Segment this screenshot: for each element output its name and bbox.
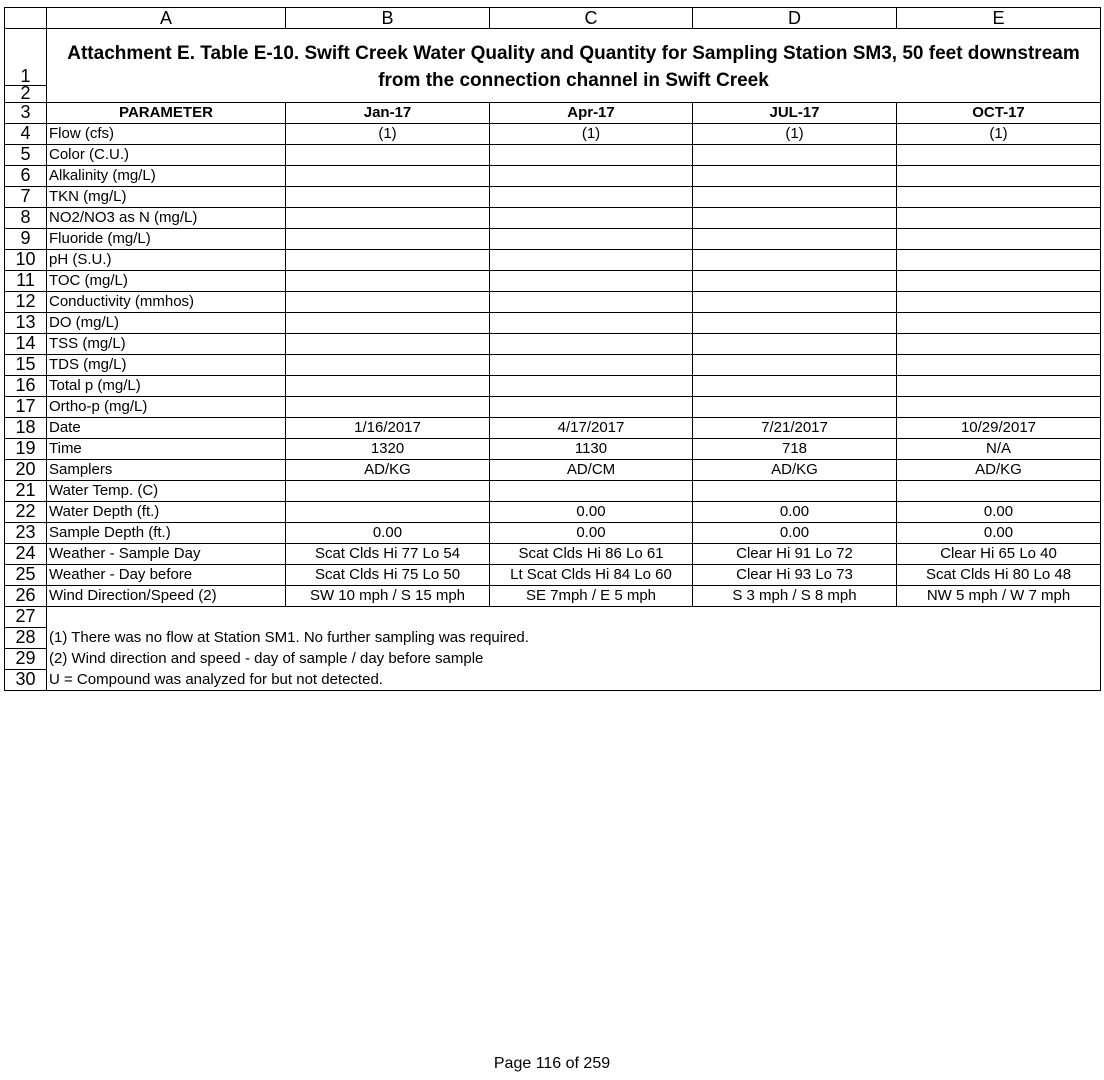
title-row-1 — [5, 29, 1101, 86]
header-cell-e[interactable]: OCT-17 — [897, 103, 1101, 124]
row-number[interactable]: 19 — [5, 439, 47, 460]
row-number[interactable]: 26 — [5, 586, 47, 607]
column-header-c[interactable]: C — [490, 8, 693, 29]
value-cell-b[interactable] — [286, 166, 490, 187]
row-number[interactable]: 20 — [5, 460, 47, 481]
parameter-label-cell[interactable]: Water Temp. (C) — [47, 481, 286, 502]
value-cell-c[interactable] — [490, 376, 693, 397]
row-number[interactable]: 10 — [5, 250, 47, 271]
value-cell-d[interactable] — [693, 313, 897, 334]
value-cell-c[interactable]: Scat Clds Hi 86 Lo 61 — [490, 544, 693, 565]
value-cell-e[interactable] — [897, 145, 1101, 166]
row-number[interactable]: 30 — [5, 670, 47, 691]
value-cell-c[interactable] — [490, 208, 693, 229]
parameter-label-cell[interactable]: Color (C.U.) — [47, 145, 286, 166]
value-cell-d[interactable] — [693, 250, 897, 271]
value-cell-e[interactable] — [897, 313, 1101, 334]
table-row — [5, 523, 1101, 544]
value-cell-d[interactable]: 0.00 — [693, 502, 897, 523]
table-row — [5, 187, 1101, 208]
value-cell-b[interactable] — [286, 271, 490, 292]
row-number[interactable]: 11 — [5, 271, 47, 292]
value-cell-b[interactable] — [286, 334, 490, 355]
value-cell-c[interactable]: Lt Scat Clds Hi 84 Lo 60 — [490, 565, 693, 586]
row-number[interactable]: 7 — [5, 187, 47, 208]
table-row — [5, 460, 1101, 481]
value-cell-e[interactable]: (1) — [897, 124, 1101, 145]
row-number[interactable]: 9 — [5, 229, 47, 250]
value-cell-c[interactable]: AD/CM — [490, 460, 693, 481]
table-row — [5, 271, 1101, 292]
note-row — [5, 670, 1101, 691]
table-row — [5, 397, 1101, 418]
table-row — [5, 313, 1101, 334]
value-cell-b[interactable]: AD/KG — [286, 460, 490, 481]
value-cell-e[interactable] — [897, 229, 1101, 250]
value-cell-b[interactable]: 1320 — [286, 439, 490, 460]
value-cell-c[interactable] — [490, 271, 693, 292]
note-row — [5, 628, 1101, 649]
value-cell-e[interactable] — [897, 334, 1101, 355]
table-body — [5, 8, 1101, 691]
value-cell-e[interactable] — [897, 481, 1101, 502]
row-number[interactable]: 8 — [5, 208, 47, 229]
parameter-label-cell[interactable]: Date — [47, 418, 286, 439]
row-number[interactable]: 14 — [5, 334, 47, 355]
note-text[interactable] — [47, 607, 1101, 628]
value-cell-d[interactable]: 7/21/2017 — [693, 418, 897, 439]
value-cell-c[interactable]: 0.00 — [490, 523, 693, 544]
parameter-label-cell[interactable]: Flow (cfs) — [47, 124, 286, 145]
row-number-2[interactable]: 2 — [5, 86, 47, 103]
parameter-label-cell[interactable]: NO2/NO3 as N (mg/L) — [47, 208, 286, 229]
value-cell-c[interactable] — [490, 481, 693, 502]
value-cell-b[interactable]: Scat Clds Hi 75 Lo 50 — [286, 565, 490, 586]
table-row — [5, 586, 1101, 607]
value-cell-c[interactable] — [490, 313, 693, 334]
note-row — [5, 649, 1101, 670]
value-cell-d[interactable] — [693, 187, 897, 208]
table-title[interactable]: Attachment E. Table E-10. Swift Creek Water Quality and Quantity for Sampling Station SM3, 50 feet downstream from the connection channel in Swift Creek — [47, 29, 1101, 103]
row-number[interactable]: 17 — [5, 397, 47, 418]
value-cell-e[interactable] — [897, 250, 1101, 271]
value-cell-e[interactable]: AD/KG — [897, 460, 1101, 481]
row-number[interactable]: 3 — [5, 103, 47, 124]
value-cell-e[interactable]: NW 5 mph / W 7 mph — [897, 586, 1101, 607]
value-cell-d[interactable] — [693, 292, 897, 313]
value-cell-e[interactable] — [897, 376, 1101, 397]
row-number[interactable]: 23 — [5, 523, 47, 544]
value-cell-b[interactable] — [286, 376, 490, 397]
note-text[interactable]: (1) There was no flow at Station SM1. No further sampling was required. — [47, 628, 1101, 649]
value-cell-e[interactable] — [897, 292, 1101, 313]
row-number[interactable]: 21 — [5, 481, 47, 502]
value-cell-b[interactable] — [286, 208, 490, 229]
value-cell-e[interactable] — [897, 397, 1101, 418]
table-row — [5, 334, 1101, 355]
parameter-header-row — [5, 103, 1101, 124]
parameter-label-cell[interactable]: Total p (mg/L) — [47, 376, 286, 397]
parameter-label-cell[interactable]: DO (mg/L) — [47, 313, 286, 334]
row-number-1[interactable]: 1 — [5, 29, 47, 86]
value-cell-d[interactable]: Clear Hi 93 Lo 73 — [693, 565, 897, 586]
row-number[interactable]: 29 — [5, 649, 47, 670]
note-row — [5, 607, 1101, 628]
value-cell-e[interactable] — [897, 187, 1101, 208]
value-cell-e[interactable]: 0.00 — [897, 523, 1101, 544]
table-row — [5, 376, 1101, 397]
value-cell-b[interactable]: (1) — [286, 124, 490, 145]
value-cell-c[interactable]: 0.00 — [490, 502, 693, 523]
table-row — [5, 418, 1101, 439]
value-cell-b[interactable] — [286, 397, 490, 418]
parameter-label-cell[interactable]: Ortho-p (mg/L) — [47, 397, 286, 418]
value-cell-b[interactable]: SW 10 mph / S 15 mph — [286, 586, 490, 607]
value-cell-d[interactable] — [693, 208, 897, 229]
value-cell-b[interactable] — [286, 250, 490, 271]
value-cell-e[interactable] — [897, 271, 1101, 292]
row-number[interactable]: 24 — [5, 544, 47, 565]
value-cell-d[interactable] — [693, 166, 897, 187]
row-number[interactable]: 5 — [5, 145, 47, 166]
row-number[interactable]: 18 — [5, 418, 47, 439]
value-cell-c[interactable] — [490, 292, 693, 313]
row-number[interactable]: 15 — [5, 355, 47, 376]
value-cell-e[interactable] — [897, 355, 1101, 376]
table-row — [5, 439, 1101, 460]
value-cell-d[interactable] — [693, 397, 897, 418]
row-number[interactable]: 13 — [5, 313, 47, 334]
parameter-label-cell[interactable]: Water Depth (ft.) — [47, 502, 286, 523]
parameter-label-cell[interactable]: Samplers — [47, 460, 286, 481]
page-footer: Page 116 of 259 — [493, 1055, 611, 1072]
row-number[interactable]: 28 — [5, 628, 47, 649]
column-header-e[interactable]: E — [897, 8, 1101, 29]
value-cell-c[interactable] — [490, 397, 693, 418]
value-cell-b[interactable] — [286, 187, 490, 208]
table-row — [5, 544, 1101, 565]
value-cell-d[interactable]: 718 — [693, 439, 897, 460]
parameter-label-cell[interactable]: Time — [47, 439, 286, 460]
value-cell-d[interactable]: (1) — [693, 124, 897, 145]
header-cell-c[interactable]: Apr-17 — [490, 103, 693, 124]
row-number[interactable]: 4 — [5, 124, 47, 145]
value-cell-e[interactable]: N/A — [897, 439, 1101, 460]
row-number[interactable]: 16 — [5, 376, 47, 397]
value-cell-b[interactable] — [286, 481, 490, 502]
value-cell-c[interactable] — [490, 229, 693, 250]
value-cell-c[interactable] — [490, 166, 693, 187]
value-cell-c[interactable] — [490, 145, 693, 166]
value-cell-c[interactable] — [490, 187, 693, 208]
row-number[interactable]: 12 — [5, 292, 47, 313]
value-cell-d[interactable] — [693, 334, 897, 355]
value-cell-b[interactable]: 0.00 — [286, 523, 490, 544]
value-cell-d[interactable] — [693, 481, 897, 502]
table-row — [5, 292, 1101, 313]
value-cell-e[interactable]: Scat Clds Hi 80 Lo 48 — [897, 565, 1101, 586]
table-row — [5, 208, 1101, 229]
value-cell-c[interactable] — [490, 355, 693, 376]
value-cell-d[interactable] — [693, 271, 897, 292]
value-cell-e[interactable] — [897, 208, 1101, 229]
row-number[interactable]: 25 — [5, 565, 47, 586]
value-cell-b[interactable] — [286, 355, 490, 376]
value-cell-b[interactable] — [286, 292, 490, 313]
value-cell-c[interactable]: SE 7mph / E 5 mph — [490, 586, 693, 607]
value-cell-d[interactable]: S 3 mph / S 8 mph — [693, 586, 897, 607]
column-header-b[interactable]: B — [286, 8, 490, 29]
value-cell-d[interactable]: AD/KG — [693, 460, 897, 481]
column-header-row — [5, 8, 1101, 29]
value-cell-d[interactable] — [693, 376, 897, 397]
parameter-label-cell[interactable]: Weather - Sample Day — [47, 544, 286, 565]
parameter-label-cell[interactable]: TSS (mg/L) — [47, 334, 286, 355]
table-row — [5, 481, 1101, 502]
spreadsheet-table — [4, 7, 1101, 691]
header-cell-b[interactable]: Jan-17 — [286, 103, 490, 124]
value-cell-b[interactable]: Scat Clds Hi 77 Lo 54 — [286, 544, 490, 565]
header-cell-d[interactable]: JUL-17 — [693, 103, 897, 124]
value-cell-e[interactable] — [897, 166, 1101, 187]
corner-cell[interactable] — [5, 8, 47, 29]
value-cell-b[interactable] — [286, 229, 490, 250]
parameter-label-cell[interactable]: Conductivity (mmhos) — [47, 292, 286, 313]
value-cell-d[interactable] — [693, 229, 897, 250]
column-header-a[interactable]: A — [47, 8, 286, 29]
parameter-label-cell[interactable]: TKN (mg/L) — [47, 187, 286, 208]
value-cell-c[interactable]: (1) — [490, 124, 693, 145]
value-cell-d[interactable] — [693, 145, 897, 166]
parameter-label-cell[interactable]: pH (S.U.) — [47, 250, 286, 271]
value-cell-e[interactable]: 0.00 — [897, 502, 1101, 523]
note-text[interactable]: (2) Wind direction and speed - day of sample / day before sample — [47, 649, 1101, 670]
row-number[interactable]: 6 — [5, 166, 47, 187]
row-number[interactable]: 27 — [5, 607, 47, 628]
value-cell-e[interactable]: 10/29/2017 — [897, 418, 1101, 439]
header-cell-parameter[interactable]: PARAMETER — [47, 103, 286, 124]
table-row — [5, 250, 1101, 271]
table-row — [5, 355, 1101, 376]
value-cell-b[interactable] — [286, 313, 490, 334]
value-cell-d[interactable]: Clear Hi 91 Lo 72 — [693, 544, 897, 565]
parameter-label-cell[interactable]: TDS (mg/L) — [47, 355, 286, 376]
value-cell-b[interactable] — [286, 145, 490, 166]
value-cell-b[interactable]: 1/16/2017 — [286, 418, 490, 439]
table-row — [5, 145, 1101, 166]
parameter-label-cell[interactable]: Sample Depth (ft.) — [47, 523, 286, 544]
table-row — [5, 502, 1101, 523]
parameter-label-cell[interactable]: TOC (mg/L) — [47, 271, 286, 292]
parameter-label-cell[interactable]: Alkalinity (mg/L) — [47, 166, 286, 187]
table-row — [5, 229, 1101, 250]
table-row — [5, 166, 1101, 187]
value-cell-b[interactable] — [286, 502, 490, 523]
value-cell-d[interactable]: 0.00 — [693, 523, 897, 544]
note-text[interactable]: U = Compound was analyzed for but not detected. — [47, 670, 1101, 691]
table-row — [5, 565, 1101, 586]
table-row — [5, 124, 1101, 145]
parameter-label-cell[interactable]: Fluoride (mg/L) — [47, 229, 286, 250]
parameter-label-cell[interactable]: Wind Direction/Speed (2) — [47, 586, 286, 607]
value-cell-c[interactable]: 1130 — [490, 439, 693, 460]
row-number[interactable]: 22 — [5, 502, 47, 523]
value-cell-c[interactable]: 4/17/2017 — [490, 418, 693, 439]
value-cell-c[interactable] — [490, 250, 693, 271]
parameter-label-cell[interactable]: Weather - Day before — [47, 565, 286, 586]
column-header-d[interactable]: D — [693, 8, 897, 29]
value-cell-c[interactable] — [490, 334, 693, 355]
value-cell-d[interactable] — [693, 355, 897, 376]
value-cell-e[interactable]: Clear Hi 65 Lo 40 — [897, 544, 1101, 565]
